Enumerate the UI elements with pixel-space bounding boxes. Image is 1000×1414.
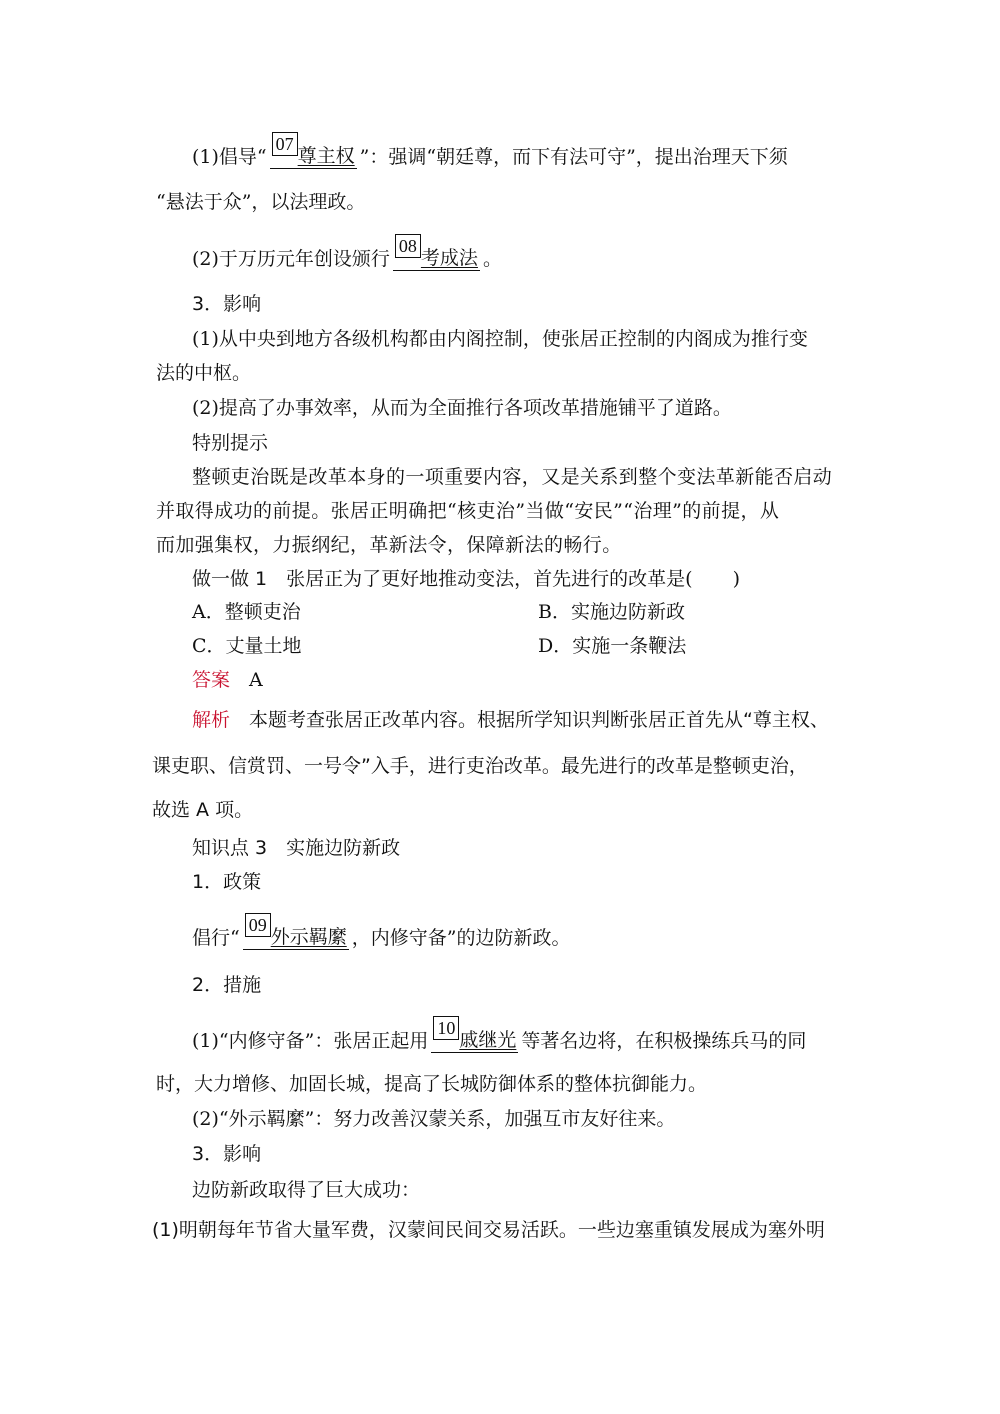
blank-number: 07 bbox=[272, 132, 298, 156]
answer-blank-09 bbox=[243, 915, 349, 950]
answer-value: A bbox=[249, 669, 263, 691]
measure-2-line bbox=[192, 236, 502, 271]
exercise-label: 做一做 1 bbox=[192, 568, 268, 590]
question-text: 张居正为了更好地推动变法，首先进行的改革是( bbox=[286, 568, 693, 590]
blank-number: 08 bbox=[395, 234, 421, 258]
section-heading: 3．影响 bbox=[192, 293, 262, 315]
answer-blank-07 bbox=[270, 134, 357, 169]
measure-1-cont: “悬法于众”，以法理政。 bbox=[156, 191, 366, 213]
option-c: C．丈量土地 bbox=[192, 635, 302, 657]
tip-title: 特别提示 bbox=[192, 432, 269, 454]
text: 倡行“ bbox=[192, 927, 240, 949]
blank-number: 09 bbox=[245, 913, 271, 937]
text: 。 bbox=[482, 248, 502, 270]
text: ，内修守备”的边防新政。 bbox=[351, 927, 571, 949]
paragraph: (1)明朝每年节省大量军费，汉蒙间民间交易活跃。一些边塞重镇发展成为塞外明 bbox=[152, 1219, 825, 1241]
text: ”：强调“朝廷尊，而下有法可守”，提出治理天下须 bbox=[359, 146, 788, 168]
policy-line bbox=[192, 915, 571, 950]
measure-cont: 时，大力增修、加固长城，提高了长城防御体系的整体抗御能力。 bbox=[156, 1073, 708, 1095]
answer-blank-08 bbox=[393, 236, 480, 271]
analysis-line bbox=[192, 708, 829, 732]
paragraph: 边防新政取得了巨大成功： bbox=[192, 1179, 421, 1201]
paragraph-cont: 法的中枢。 bbox=[156, 362, 252, 384]
option-d: D．实施一条鞭法 bbox=[538, 635, 687, 657]
blank-answer: 尊主权 bbox=[297, 145, 355, 167]
blank-answer: 外示羁縻 bbox=[270, 926, 347, 948]
measure-line bbox=[192, 1018, 807, 1053]
paragraph: (2)提高了办事效率，从而为全面推行各项改革措施铺平了道路。 bbox=[192, 397, 732, 419]
text: (2)于万历元年创设颁行 bbox=[192, 248, 390, 270]
close-paren: ) bbox=[732, 568, 740, 590]
option-a: A．整顿吏治 bbox=[192, 601, 301, 623]
paragraph: (2)“外示羁縻”：努力改善汉蒙关系，加强互市友好往来。 bbox=[192, 1108, 676, 1130]
tip-text: 并取得成功的前提。张居正明确把“核吏治”当做“安民”“治理”的前提，从 bbox=[156, 500, 780, 522]
section-heading: 2．措施 bbox=[192, 974, 262, 996]
analysis-label: 解析 bbox=[192, 709, 231, 731]
answer-label: 答案 bbox=[192, 669, 231, 691]
paragraph: (1)从中央到地方各级机构都由内阁控制，使张居正控制的内阁成为推行变 bbox=[192, 328, 808, 350]
option-b: B．实施边防新政 bbox=[538, 601, 685, 623]
tip-text: 而加强集权，力振纲纪，革新法令，保障新法的畅行。 bbox=[156, 534, 622, 556]
analysis-text: 故选 A 项。 bbox=[152, 799, 254, 821]
analysis-text: 课吏职、信赏罚、一号令”入手，进行吏治改革。最先进行的改革是整顿吏治， bbox=[152, 755, 808, 777]
answer-blank-10 bbox=[431, 1018, 518, 1053]
tip-text: 整顿吏治既是改革本身的一项重要内容，又是关系到整个变法革新能否启动 bbox=[192, 466, 833, 488]
blank-answer: 戚继光 bbox=[459, 1029, 517, 1051]
exercise-question bbox=[192, 567, 740, 591]
knowledge-point-title: 知识点 3 实施边防新政 bbox=[192, 837, 401, 859]
analysis-text: 本题考查张居正改革内容。根据所学知识判断张居正首先从“尊主权、 bbox=[249, 709, 829, 731]
section-heading: 3．影响 bbox=[192, 1143, 262, 1165]
text: (1)倡导“ bbox=[192, 146, 267, 168]
section-heading: 1．政策 bbox=[192, 871, 262, 893]
blank-number: 10 bbox=[433, 1016, 459, 1040]
answer-line bbox=[192, 668, 263, 692]
measure-1-line bbox=[192, 134, 788, 169]
blank-answer: 考成法 bbox=[420, 247, 478, 269]
text: 等著名边将，在积极操练兵马的同 bbox=[521, 1030, 807, 1052]
text: (1)“内修守备”：张居正起用 bbox=[192, 1030, 429, 1052]
